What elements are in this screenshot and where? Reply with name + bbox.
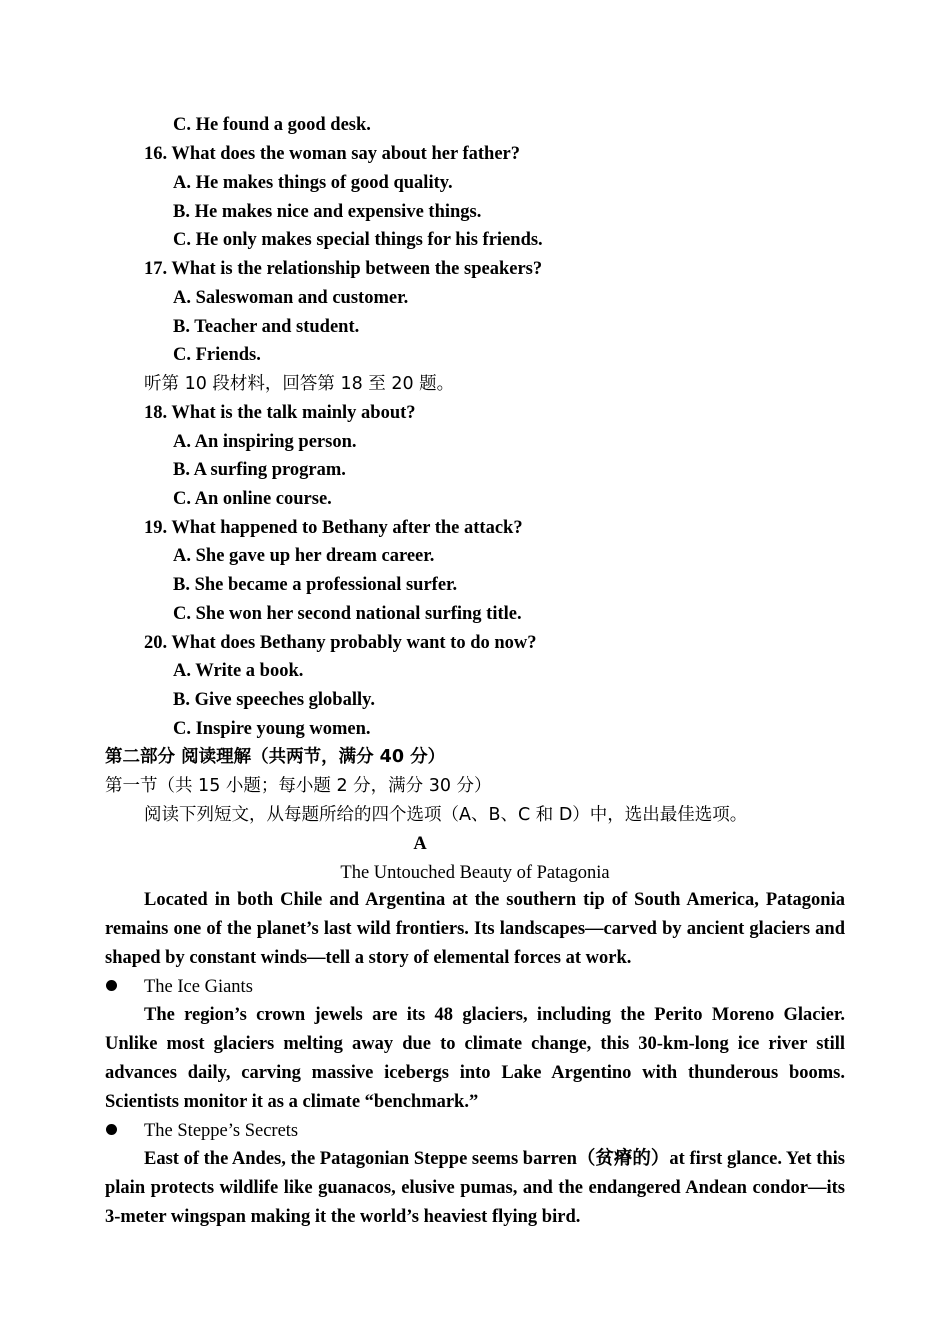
bullet2-title: The Steppe’s Secrets <box>144 1121 299 1141</box>
q20-option-c: C. Inspire young women. <box>173 719 371 739</box>
bullet-icon <box>106 1124 117 1135</box>
q17-option-b: B. Teacher and student. <box>173 317 360 337</box>
instruction-section-10: 听第 10 段材料，回答第 18 至 20 题。 <box>144 374 455 394</box>
bullet1-title: The Ice Giants <box>144 977 253 997</box>
bullet-icon <box>106 980 117 991</box>
passage-letter: A <box>413 834 427 854</box>
q18-option-c: C. An online course. <box>173 489 332 509</box>
q16-option-b: B. He makes nice and expensive things. <box>173 202 482 222</box>
passage-intro: Located in both Chile and Argentina at the southern tip of South America, Patagonia remains one of the planet’s last wild frontiers. Its landscapes—carved by ancient glaciers and shaped by constant winds—tell a story of elemental forces at work. <box>105 890 845 968</box>
q16-stem: 16. What does the woman say about her father? <box>144 144 521 164</box>
q20-option-a: A. Write a book. <box>173 661 304 681</box>
q15-option-c: C. He found a good desk. <box>173 115 371 135</box>
q20-stem: 20. What does Bethany probably want to do now? <box>144 633 537 653</box>
q20-option-b: B. Give speeches globally. <box>173 690 375 710</box>
q16-option-c: C. He only makes special things for his friends. <box>173 230 543 250</box>
q18-option-b: B. A surfing program. <box>173 460 346 480</box>
q19-option-a: A. She gave up her dream career. <box>173 546 435 566</box>
q17-option-c: C. Friends. <box>173 345 261 365</box>
q17-option-a: A. Saleswoman and customer. <box>173 288 409 308</box>
section1-heading: 第一节（共 15 小题；每小题 2 分，满分 30 分） <box>105 776 492 796</box>
q18-stem: 18. What is the talk mainly about? <box>144 403 416 423</box>
bullet2-paragraph: East of the Andes, the Patagonian Steppe seems barren（贫瘠的）at first glance. Yet this plain protects wildlife like guanacos, elusive pumas, and the endangered Andean condor—its 3-meter wingspan making it the world’s heaviest flying bird. <box>105 1149 845 1227</box>
q19-stem: 19. What happened to Bethany after the attack? <box>144 518 523 538</box>
q18-option-a: A. An inspiring person. <box>173 432 357 452</box>
q19-option-b: B. She became a professional surfer. <box>173 575 458 595</box>
q17-stem: 17. What is the relationship between the speakers? <box>144 259 543 279</box>
bullet1-paragraph: The region’s crown jewels are its 48 glaciers, including the Perito Moreno Glacier. Unlike most glaciers melting away due to climate change, this 30-km-long ice river still advances daily, carving massive icebergs into Lake Argentino with thunderous booms. Scientists monitor it as a climate “benchmark.” <box>105 1005 845 1112</box>
reading-instruction: 阅读下列短文，从每题所给的四个选项（A、B、C 和 D）中，选出最佳选项。 <box>144 805 748 825</box>
part2-heading: 第二部分 阅读理解（共两节，满分 40 分） <box>105 747 446 767</box>
q19-option-c: C. She won her second national surfing title. <box>173 604 522 624</box>
q16-option-a: A. He makes things of good quality. <box>173 173 453 193</box>
passage-title: The Untouched Beauty of Patagonia <box>340 863 610 883</box>
